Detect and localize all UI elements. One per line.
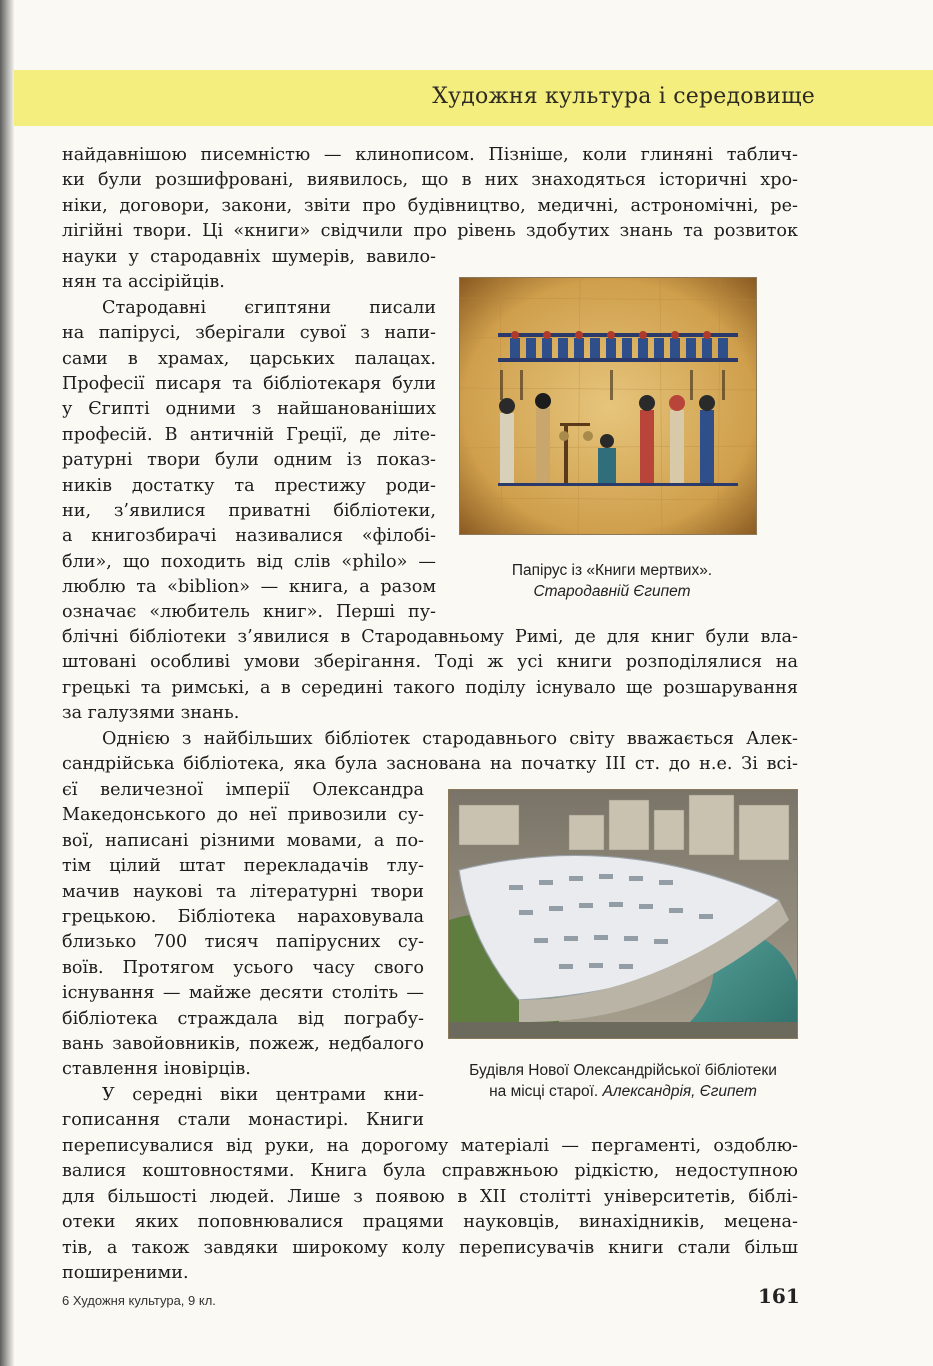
library-image <box>448 789 798 1039</box>
text-line: близько 700 тисяч папірусних су- <box>62 932 424 953</box>
text-line: грецькою. Бібліотека нараховувала <box>62 906 424 927</box>
library-illustration <box>449 790 798 1039</box>
text-line: блічні бібліотеки з’явилися в Стародавньому Римі, де для книг були вла- <box>62 627 798 647</box>
text-line: воїв. Протягом усього часу свого <box>62 957 424 978</box>
caption-line-2 <box>444 1081 802 1102</box>
text-line: поширеними. <box>62 1262 189 1283</box>
text-line: тів, а також завдяки широкому колу переписувачів книги стали більш <box>62 1237 798 1258</box>
text-line: отеки яких поповнювалися працями науковців, винахідників, мецена- <box>62 1212 798 1233</box>
text-line: професій. В античній Греції, де літе- <box>62 424 436 445</box>
caption-text-italic: Александрія, Єгипет <box>602 1083 757 1100</box>
text-line: лігійні твори. Ці «книги» свідчили про рівень здобутих знань та розвиток <box>62 221 798 242</box>
text-line: означає «любитель книг». Перші пу- <box>62 602 436 623</box>
text-line: за галузями знань. <box>62 703 240 724</box>
papyrus-caption <box>448 560 776 602</box>
text-line: вань завойовників, пожеж, недбалого <box>62 1033 424 1054</box>
text-line: ни, з’явилися приватні бібліотеки, <box>62 500 436 521</box>
text-line: тім цілий штат перекладачів тлу- <box>62 856 424 877</box>
caption-text: на місці старої. <box>489 1083 603 1100</box>
text-line: ставлення іновірців. <box>62 1059 251 1080</box>
page-header-title: Художня культура і середовище <box>432 84 815 109</box>
text-line: науки у стародавніх шумерів, вавило- <box>62 247 436 267</box>
text-line: нян та ассірійців. <box>62 272 225 293</box>
text-line: У середні віки центрами кни- <box>102 1084 424 1105</box>
text-line: ніки, договори, закони, звіти про будівництво, медичні, астрономічні, ре- <box>62 195 798 216</box>
text-line: бли», що походить від слів «philo» — <box>62 551 436 572</box>
paragraph-block-5 <box>62 1134 798 1286</box>
paragraph-block-4 <box>62 778 424 1133</box>
text-line: існування — майже десяти століть — <box>62 983 424 1004</box>
page-number: 161 <box>758 1284 800 1308</box>
library-caption <box>444 1060 802 1102</box>
papyrus-image <box>459 277 757 535</box>
paragraph-block-3 <box>62 625 798 777</box>
text-line: Професії писаря та бібліотекаря були <box>62 373 436 394</box>
text-line: валися коштовностями. Книга була справжньою рідкістю, недоступною <box>62 1161 798 1182</box>
header-band <box>14 70 933 126</box>
text-line: найдавнішою писемністю — клинописом. Пізніше, коли глиняні таблич- <box>62 145 798 165</box>
text-line: ників достатку та престижу роди- <box>62 475 436 496</box>
text-line: гописання стали монастирі. Книги <box>62 1110 424 1131</box>
caption-line: Папірус із «Книги мертвих». <box>511 562 713 579</box>
text-line: штовані особливі умови зберігання. Тоді ж усі книги розподілялися на <box>62 652 798 673</box>
text-line: єї величезної імперії Олександра <box>62 780 424 800</box>
text-line: вої, написані різними мовами, а по- <box>62 830 424 851</box>
paragraph-block-2 <box>62 245 436 626</box>
text-line: а книгозбирачі називалися «філобі- <box>62 526 436 547</box>
footer-book-title: 6 Художня культура, 9 кл. <box>62 1293 216 1308</box>
paragraph-block-1 <box>62 143 798 245</box>
text-line: для більшості людей. Лише з появою в XII столітті університетів, біблі- <box>62 1186 798 1207</box>
text-line: мачив наукові та літературні твори <box>62 881 424 902</box>
text-line: сами в храмах, царських палацах. <box>62 348 436 369</box>
text-line: на папірусі, зберігали сувої з напи- <box>62 323 436 344</box>
text-line: у Єгипті одними з найшанованіших <box>62 399 436 420</box>
text-line: сандрійська бібліотека, яка була заснована на початку III ст. до н.е. Зі всі- <box>62 753 798 774</box>
text-line: бібліотека страждала від пограбу- <box>62 1008 424 1029</box>
text-line: Однією з найбільших бібліотек стародавнього світу вважається Алек- <box>102 728 798 749</box>
text-line: люблю та «biblion» — книга, а разом <box>62 577 436 598</box>
text-line: ки були розшифровані, виявилось, що в них знаходяться історичні хро- <box>62 170 798 191</box>
text-line: ратурні твори були одним із показ- <box>62 450 436 471</box>
papyrus-illustration <box>460 278 757 535</box>
text-line: Стародавні єгиптяни писали <box>102 297 436 318</box>
text-line: переписувалися від руки, на дорогому матеріалі — пергаменті, оздоблю- <box>62 1136 798 1156</box>
caption-line-italic: Стародавній Єгипет <box>533 583 691 600</box>
text-line: Македонського до неї привозили су- <box>62 805 424 826</box>
text-line: грецькі та римські, а в середині такого поділу існувало ще розшарування <box>62 677 798 698</box>
caption-line: Будівля Нової Олександрійської бібліотеки <box>469 1062 777 1079</box>
page-binding-shadow <box>0 0 14 1366</box>
